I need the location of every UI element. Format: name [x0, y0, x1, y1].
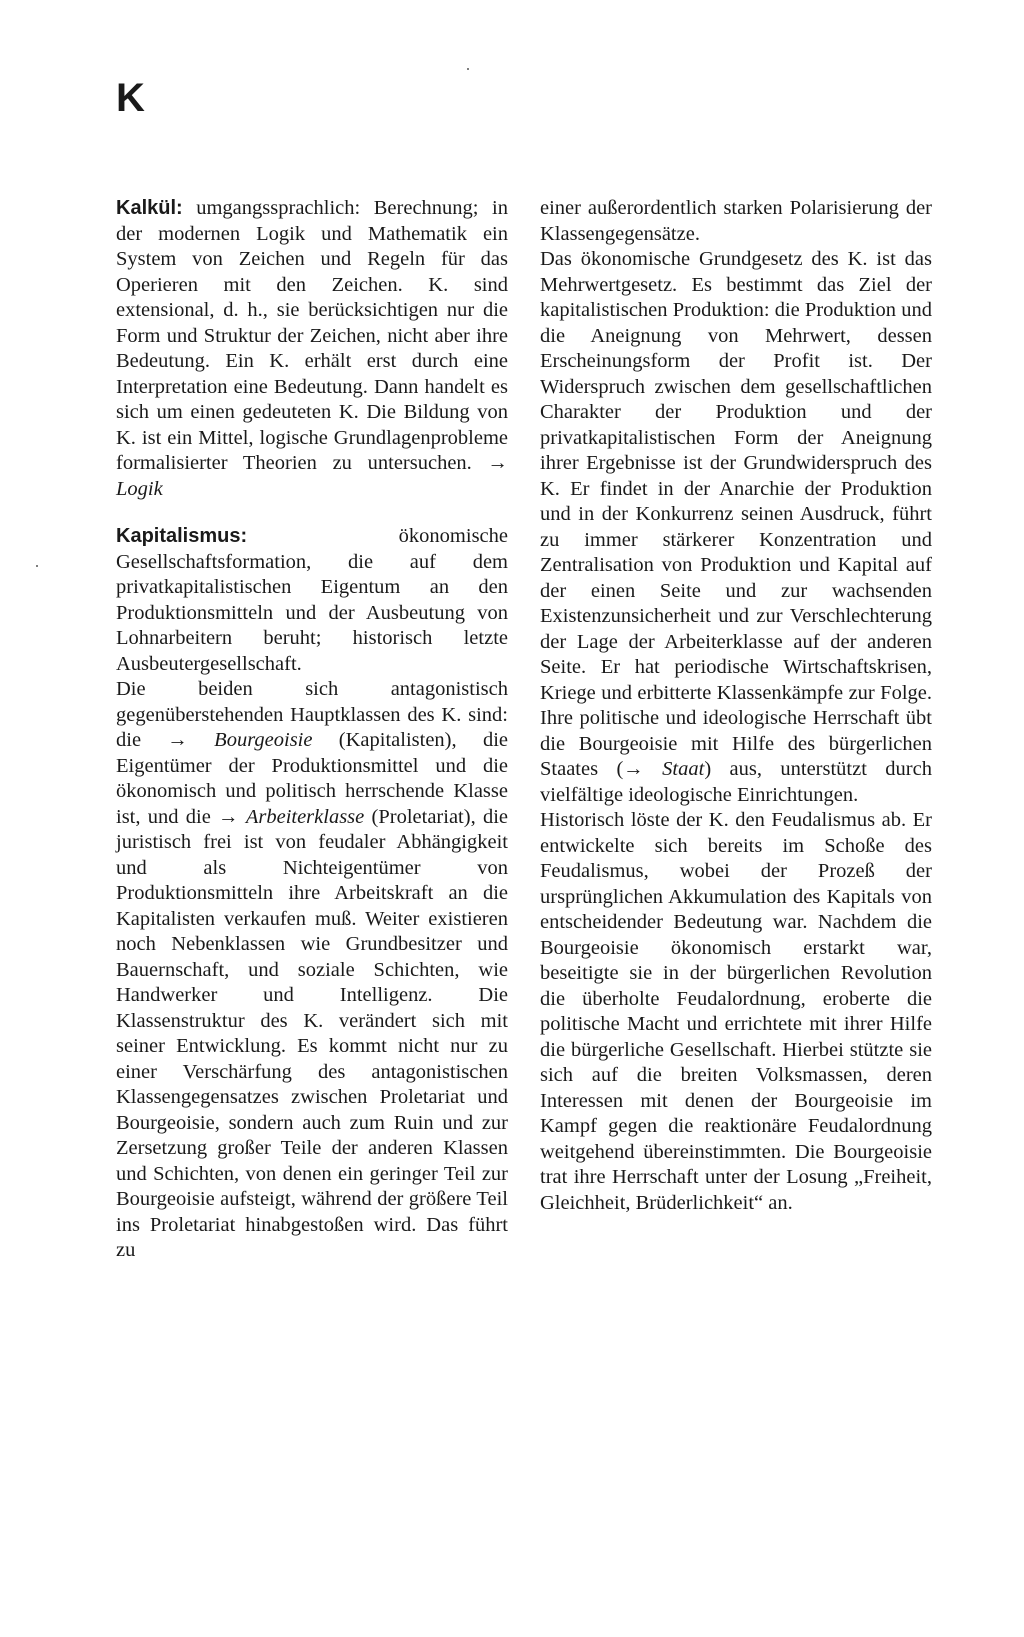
entry-term: Kalkül:	[116, 197, 183, 219]
entry-kalkuel	[116, 196, 508, 502]
left-column	[116, 196, 508, 1264]
paragraph-text: Historisch löste der K. den Feudalismus ab. Er entwickelte sich bereits im Schoße des Feudalismus, wobei der Prozeß der ursprünglichen Akkumulation des Kapitals von entscheidender Bedeutung war. Nachdem die Bourgeoisie ökonomisch erstarkt war, beseitigte sie in der bürgerlichen Revolution die überholte Feudalordnung, eroberte die politische Macht und errichtete mit ihrer Hilfe die bürgerliche Gesellschaft. Hierbei stützte sie sich auf die breiten Volksmassen, deren Interessen mit denen der Bourgeoisie im Kampf gegen die reaktionäre Feudalordnung weitgehend übereinstimmten. Die Bourgeoisie trat ihre Herrschaft unter der Losung „Freiheit, Gleichheit, Brüderlichkeit“ an.	[540, 809, 932, 1214]
section-letter: K	[116, 76, 145, 120]
paragraph-text: (Kapitalisten), die Eigentümer der Produktionsmittel und die ökonomisch und politisch herrschende Klasse ist, und die	[116, 729, 508, 828]
paragraph-text: Das ökonomische Grundgesetz des K. ist das Mehrwertgesetz. Es bestimmt das Ziel der kapitalistischen Produktion: die Produktion und die Aneignung von Mehrwert, dessen Erscheinungsform der Profit ist. Der Widerspruch zwischen dem gesellschaftlichen Charakter der Produktion und der privatkapitalistischen Form der Aneignung ihrer Ergebnisse ist der Grundwiderspruch des K. Er findet in der Anarchie der Produktion und in der Konkurrenz seinen Ausdruck, führt zu immer stärkerer Konzentration und Zentralisation von Produktion und Kapital auf der einen Seite und zur wachsenden Existenzunsicherheit und zur Verschlechterung der Lage der Arbeiterklasse auf der anderen Seite. Er hat periodische Wirtschaftskrisen, Kriege und erbitterte Klassenkämpfe zur Folge. Ihre politische und ideologische Herrschaft übt die Bourgeoisie mit Hilfe des bürgerlichen Staates (	[540, 248, 932, 780]
paragraph	[540, 808, 932, 1216]
entry-text: ökonomische Gesellschaftsformation, die auf dem privatkapitalistischen Eigentum an den Produktionsmitteln und der Ausbeutung von Lohnarbeitern beruht; historisch letzte Ausbeutergesellschaft.	[116, 525, 508, 675]
paragraph	[540, 247, 932, 808]
cross-ref-link[interactable]: Bourgeoisie	[214, 729, 313, 751]
paragraph-text: Die beiden sich antagonistisch gegenüberstehenden Hauptklassen des K. sind: die	[116, 678, 508, 751]
paragraph	[116, 677, 508, 1264]
cross-ref-link[interactable]: Logik	[116, 477, 163, 500]
print-speck	[36, 565, 38, 567]
cross-ref-arrow-icon: →	[487, 452, 508, 474]
entry-kapitalismus	[116, 524, 508, 677]
print-speck	[467, 68, 469, 70]
cross-ref-arrow-icon: →	[623, 758, 644, 780]
cross-ref-arrow-icon: →	[218, 805, 239, 828]
cross-ref-link[interactable]: Arbeiterklasse	[245, 805, 365, 828]
cross-ref-link[interactable]: Staat	[662, 758, 705, 780]
cross-ref-arrow-icon: →	[167, 729, 188, 751]
paragraph-continuation	[540, 196, 932, 247]
paragraph-text: einer außerordentlich starken Polarisierung der Klassengegensätze.	[540, 197, 932, 245]
paragraph-text: ) aus, unterstützt durch vielfältige ideologische Einrichtungen.	[540, 758, 932, 806]
paragraph-text: (Proletariat), die juristisch frei ist von feudaler Abhängigkeit und als Nichteigentümer von Produktionsmitteln ihre Arbeitskraft an die Kapitalisten verkaufen muß. Weiter existieren noch Nebenklassen wie Grundbesitzer und Bauernschaft, und soziale Schichten, wie Handwerker und Intelligenz. Die Klassenstruktur des K. verändert sich mit seiner Entwicklung. Es kommt nicht nur zu einer Verschärfung des antagonistischen Klassengegensatzes zwischen Proletariat und Bourgeoisie, sondern auch zum Ruin und zur Zersetzung großer Teile der anderen Klassen und Schichten, von denen ein geringer Teil zur Bourgeoisie aufsteigt, während der größere Teil ins Proletariat hinabgestoßen wird. Das führt zu	[116, 805, 508, 1261]
entry-text: umgangssprachlich: Berechnung; in der modernen Logik und Mathematik ein System von Zeichen und Regeln für das Operieren mit den Zeichen. K. sind extensional, d. h., sie berücksichtigen nur die Form und Struktur der Zeichen, nicht aber ihre Bedeutung. Ein K. erhält erst durch eine Interpretation eine Bedeutung. Dann handelt es sich um einen gedeuteten K. Die Bildung von K. ist ein Mittel, logische Grundlagenprobleme formalisierter Theorien zu untersuchen.	[116, 197, 508, 474]
entry-term: Kapitalismus:	[116, 525, 248, 547]
right-column	[540, 196, 932, 1216]
